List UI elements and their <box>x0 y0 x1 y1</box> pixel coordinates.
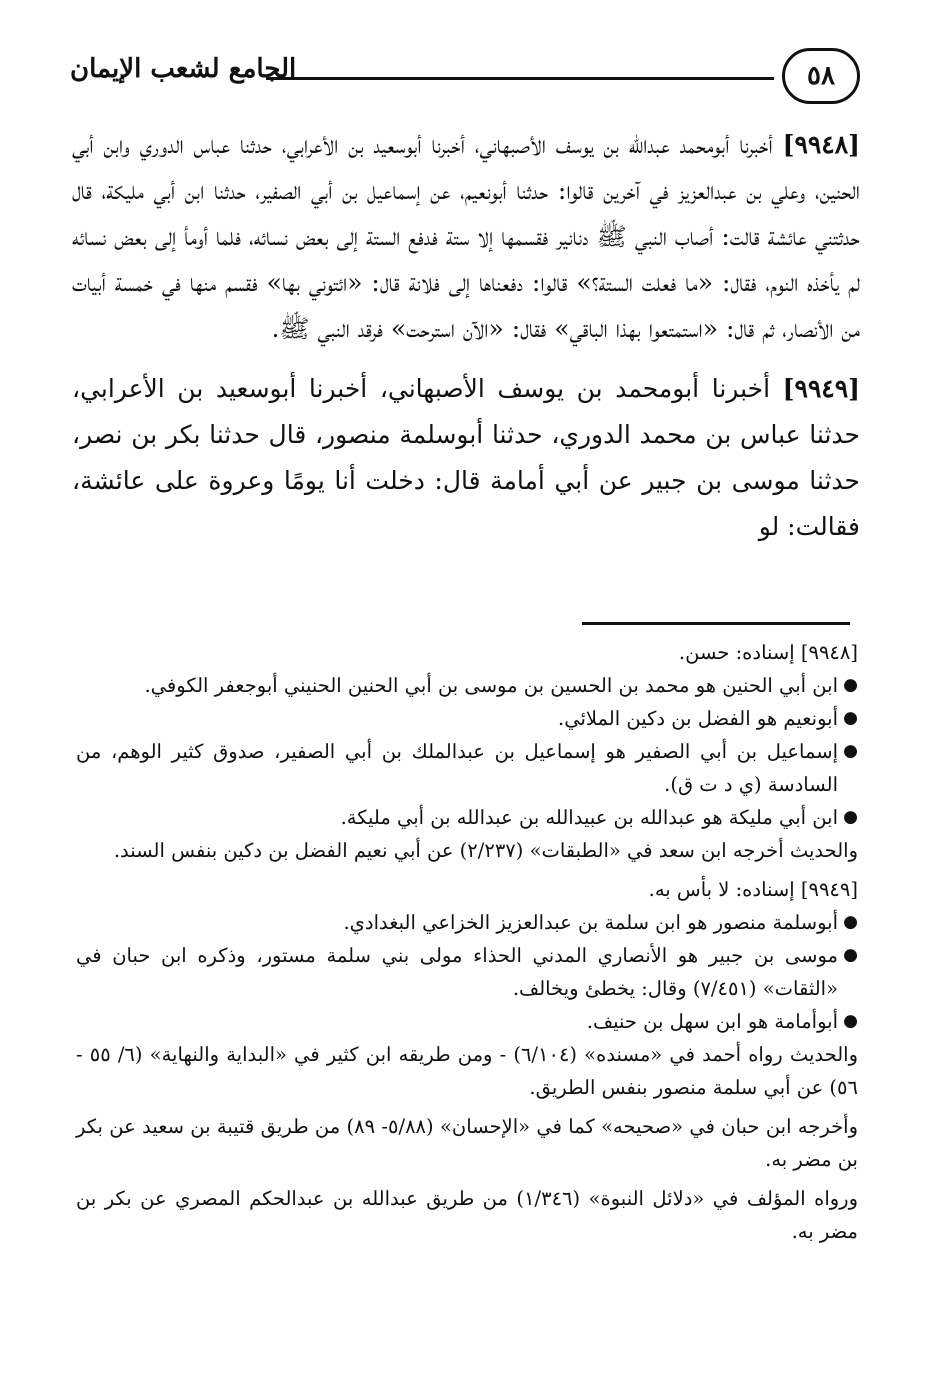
footnote-item-text: أبونعيم هو الفضل بن دكين الملائي. <box>558 707 838 730</box>
page-number: ٥٨ <box>782 48 860 104</box>
hadith-text: أخبرنا أبومحمد بن يوسف الأصبهاني، أخبرنا أبوسعيد بن الأعرابي، حدثنا عباس بن محمد الدوري، حدثنا أبوسلمة منصور، قال حدثنا بكر بن نصر، حدثنا موسى بن جبير عن أبي أمامة قال: دخلت أنا يومًا وعروة على عائشة، فقالت: لو <box>72 374 860 541</box>
bullet-icon: ● <box>843 675 858 695</box>
footnote-number: [٩٩٤٩] <box>800 878 858 901</box>
hadith-paragraph <box>72 122 860 352</box>
footnote-item-text: ابن أبي مليكة هو عبدالله بن عبيدالله بن عبدالله بن أبي مليكة. <box>340 806 838 829</box>
footnote-item <box>76 735 858 801</box>
footnote-source: والحديث رواه أحمد في «مسنده» (٦/١٠٤) - ومن طريقه ابن كثير في «البداية والنهاية» (٦/ ٥٥ - ٥٦) عن أبي سلمة منصور بنفس الطريق. <box>76 1043 858 1099</box>
footnote-separator <box>582 622 850 625</box>
footnote-item-text: أبوسلمة منصور هو ابن سلمة بن عبدالعزيز الخزاعي البغدادي. <box>343 911 838 934</box>
bullet-icon: ● <box>843 708 858 728</box>
bullet-icon: ● <box>843 912 858 932</box>
footnote-item-text: إسماعيل بن أبي الصفير هو إسماعيل بن عبدالملك بن أبي الصفير، صدوق كثير الوهم، من السادسة (ي د ت ق). <box>76 740 838 796</box>
footnote-item <box>76 906 858 939</box>
hadith-text: أخبرنا أبومحمد عبدالله بن يوسف الأصبهاني، أخبرنا أبوسعيد بن الأعرابي، حدثنا عباس الدوري وابن أبي الحنين، وعلي بن عبدالعزيز في آخرين قالوا: حدثنا أبونعيم، عن إسماعيل بن أبي الصفير، حدثنا ابن أبي مليكة، قال حدثتني عائشة قالت: أصاب النبي ﷺ دنانير فقسمها إلا ستة فدفع الستة إلى بعض نسائه، فلما أومأ إلى بعض نسائه لم يأخذه النوم، فقال: «ما فعلت الستة؟» قالوا: دفعناها إلى فلانة قال: «ائتوني بها» فقسم منها في خمسة أبيات من الأنصار، ثم قال: «استمتعوا بهذا الباقي» فقال: «الآن استرحت» فرقد النبي ﷺ. <box>72 130 860 343</box>
bullet-icon: ● <box>843 807 858 827</box>
main-text <box>72 122 860 564</box>
footnote-item-text: ابن أبي الحنين هو محمد بن الحسين بن موسى بن أبي الحنين الحنيني أبوجعفر الكوفي. <box>144 674 838 697</box>
bullet-icon: ● <box>843 945 858 965</box>
footnote-number: [٩٩٤٨] <box>800 641 858 664</box>
header-rule <box>266 77 774 80</box>
footnote-item <box>76 801 858 834</box>
footnote-heading <box>76 873 858 906</box>
footnote-source: وأخرجه ابن حبان في «صحيحه» كما في «الإحسان» (٥/٨٨- ٨٩) من طريق قتيبة بن سعيد عن بكر بن مضر به. <box>76 1115 858 1171</box>
footnote-verdict: إسناده: لا بأس به. <box>648 878 795 901</box>
hadith-number: [٩٩٤٩] <box>782 374 860 403</box>
page-header <box>70 48 860 112</box>
footnote-item <box>76 669 858 702</box>
hadith-paragraph <box>72 366 860 550</box>
footnote-item <box>76 702 858 735</box>
footnote-heading <box>76 636 858 669</box>
footnote-item <box>76 939 858 1005</box>
footnote-verdict: إسناده: حسن. <box>678 641 795 664</box>
footnotes <box>76 636 858 1254</box>
footnote-item-text: موسى بن جبير هو الأنصاري المدني الحذاء مولى بني سلمة مستور، وذكره ابن حبان في «الثقات» (٧/٤٥١) وقال: يخطئ ويخالف. <box>76 944 838 1000</box>
hadith-number: [٩٩٤٨] <box>782 130 860 159</box>
footnote-item <box>76 1005 858 1038</box>
bullet-icon: ● <box>843 741 858 761</box>
bullet-icon: ● <box>843 1011 858 1031</box>
footnote-list <box>76 906 858 1038</box>
footnote-list <box>76 669 858 834</box>
footnote-source: والحديث أخرجه ابن سعد في «الطبقات» (٢/٢٣٧) عن أبي نعيم الفضل بن دكين بنفس السند. <box>113 839 858 862</box>
book-title: الجامع لشعب الإيمان <box>70 54 297 84</box>
footnote-item-text: أبوأمامة هو ابن سهل بن حنيف. <box>586 1010 838 1033</box>
footnote-source: ورواه المؤلف في «دلائل النبوة» (١/٣٤٦) من طريق عبدالله بن عبدالحكم المصري عن بكر بن مضر به. <box>76 1187 859 1243</box>
